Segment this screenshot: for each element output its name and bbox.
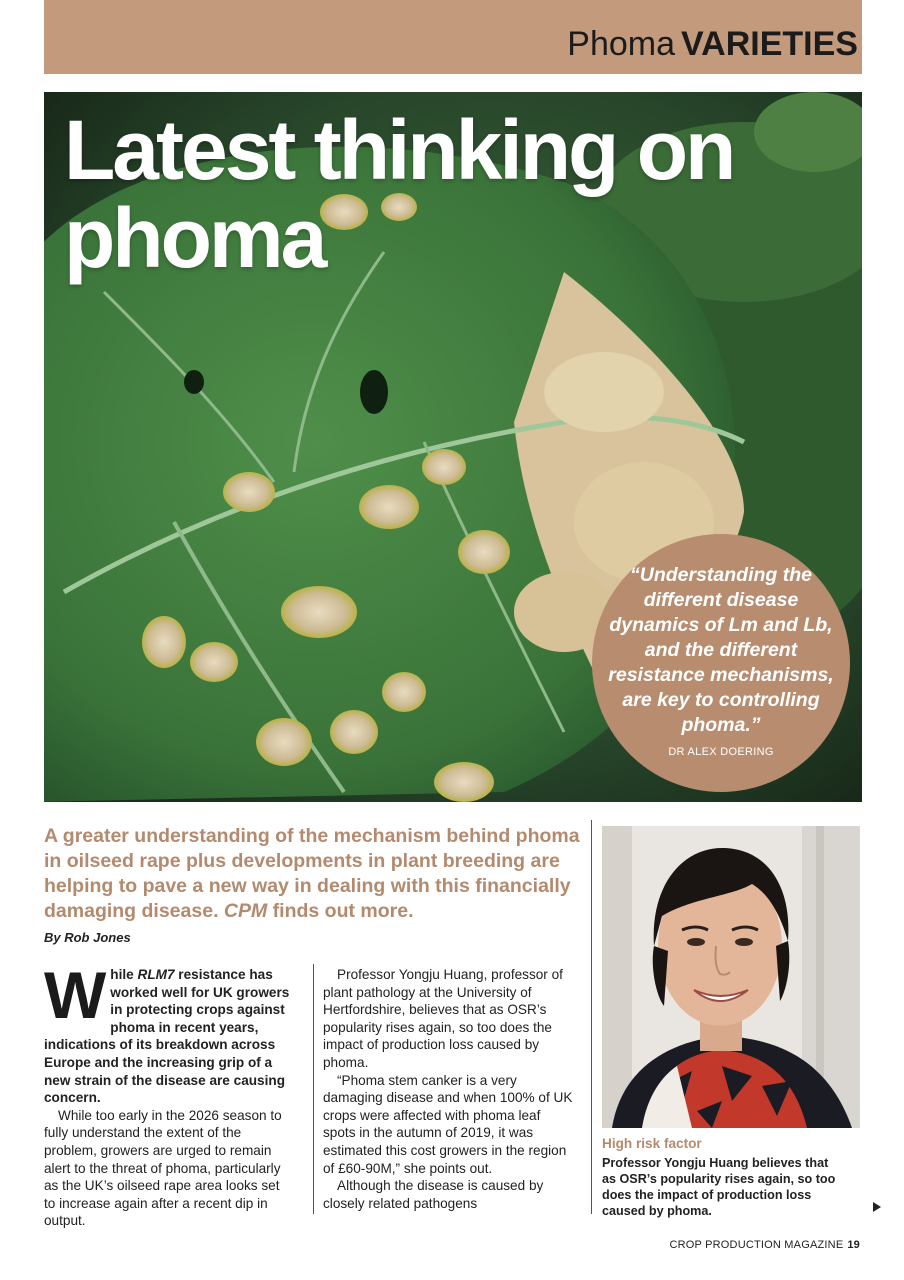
pull-quote bbox=[592, 534, 850, 792]
pull-quote-text: “Understanding the different disease dynamics of Lm and Lb, and the different resistance mechanisms, are key to controlling phoma.” bbox=[608, 563, 834, 736]
body-paragraph: Although the disease is caused by closely related pathogens bbox=[323, 1178, 544, 1211]
standfirst bbox=[44, 824, 584, 924]
portrait-photo bbox=[602, 826, 860, 1128]
continue-arrow-icon bbox=[873, 1202, 881, 1212]
caption-body: Professor Yongju Huang believes that as OSR’s popularity rises again, so too does the impact of production loss caused by phoma. bbox=[602, 1156, 836, 1218]
header-band bbox=[44, 0, 862, 74]
column-divider bbox=[313, 964, 314, 1214]
hero-title-line2: phoma bbox=[64, 191, 325, 285]
article-column-2 bbox=[323, 966, 573, 1212]
professor-portrait bbox=[602, 826, 860, 1128]
hero-title-line1: Latest thinking on bbox=[64, 103, 734, 197]
standfirst-text-end: finds out more. bbox=[272, 900, 414, 922]
section-title bbox=[567, 24, 858, 64]
body-paragraph: Professor Yongju Huang, professor of plant pathology at the University of Hertfordshire, believes that as OSR’s popularity rises again, so too does the impact of production loss caused by phoma. bbox=[323, 967, 563, 1070]
body-paragraph: While too early in the 2026 season to fully understand the extent of the problem, growers are urged to remain alert to the threat of phoma, particularly as the UK’s oilseed rape area looks set to increase again after a recent dip in output. bbox=[44, 1107, 282, 1229]
pull-quote-author: DR ALEX DOERING bbox=[668, 745, 774, 758]
byline: By Rob Jones bbox=[44, 930, 131, 945]
page-footer bbox=[669, 1239, 860, 1251]
footer-magazine: CROP PRODUCTION MAGAZINE bbox=[669, 1239, 844, 1251]
page-number: 19 bbox=[847, 1239, 860, 1251]
standfirst-magazine: CPM bbox=[223, 900, 268, 922]
lead-paragraph: While RLM7 resistance has worked well for UK growers in protecting crops against phoma in recent years, indications of its breakdown across Europe and the increasing grip of a new strain of the disease are causing concern. bbox=[44, 958, 290, 1106]
section-title-bold: VARIETIES bbox=[681, 25, 858, 63]
section-title-light: Phoma bbox=[567, 25, 676, 63]
hero-title bbox=[64, 103, 824, 285]
rlm7-term: RLM7 bbox=[137, 967, 175, 982]
body-paragraph: “Phoma stem canker is a very damaging disease and when 100% of UK crops were affected with phoma leaf spots in the autumn of 2019, it was estimated this cost growers in the region of £60-90M,” she points out. bbox=[323, 1072, 573, 1176]
caption-heading: High risk factor bbox=[602, 1136, 702, 1151]
column-divider bbox=[591, 820, 592, 1214]
article-column-1 bbox=[44, 958, 292, 1230]
standfirst-text: A greater understanding of the mechanism behind phoma in oilseed rape plus developments in plant breeding are helping to pave a new way in dealing with this financially damaging disease. bbox=[44, 825, 580, 922]
drop-cap: W bbox=[44, 958, 107, 1032]
